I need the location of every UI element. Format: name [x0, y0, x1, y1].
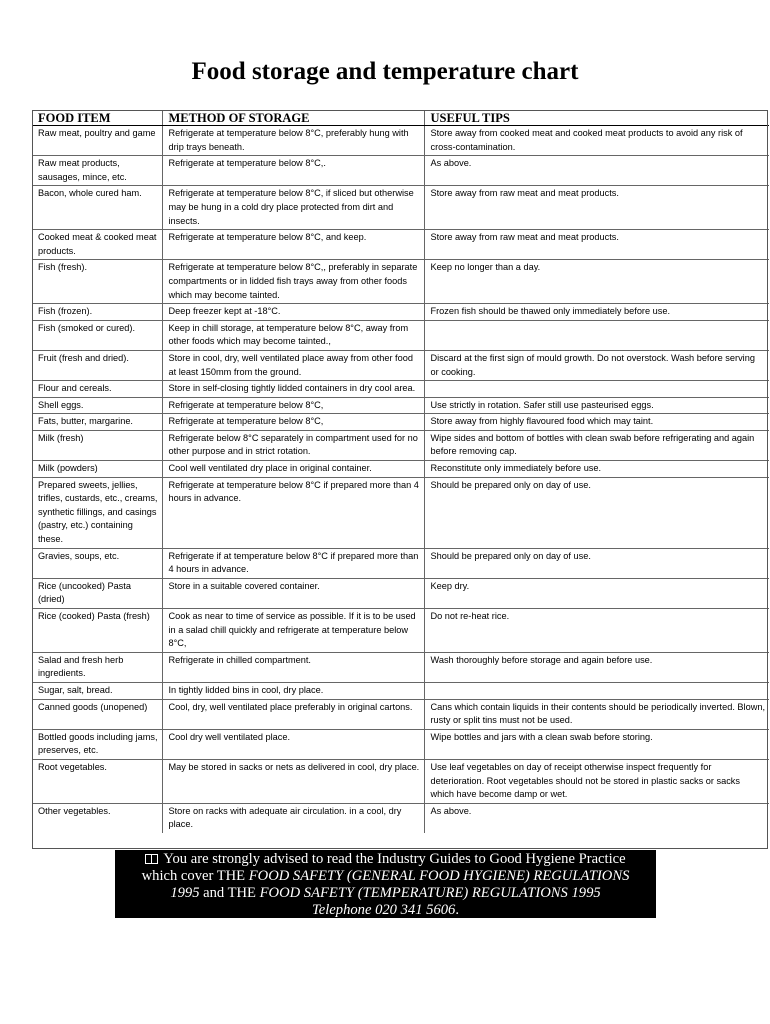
table-row [32, 548, 769, 578]
useful-tip-cell: Wipe sides and bottom of bottles with clean swab before refrigerating and again before removing cap. [424, 430, 769, 460]
storage-method-cell: Store in self-closing tightly lidded containers in dry cool area. [162, 381, 424, 398]
food-item-cell: Gravies, soups, etc. [32, 548, 162, 578]
useful-tip-cell: As above. [424, 803, 769, 833]
table-row [32, 759, 769, 803]
storage-method-cell: Deep freezer kept at -18°C. [162, 304, 424, 321]
header-method: METHOD OF STORAGE [162, 110, 424, 126]
storage-method-cell: Refrigerate at temperature below 8°C,, preferably in separate compartments or in lidded fish trays away from other foods which may become tainted. [162, 260, 424, 304]
useful-tip-cell: Wash thoroughly before storage and again before use. [424, 652, 769, 682]
table-row [32, 260, 769, 304]
table-row [32, 682, 769, 699]
useful-tip-cell: Discard at the first sign of mould growth. Do not overstock. Wash before serving or cooking. [424, 350, 769, 380]
useful-tip-cell [424, 682, 769, 699]
table-header-row [32, 110, 769, 126]
table-row [32, 477, 769, 548]
table-row [32, 397, 769, 414]
useful-tip-cell: Keep dry. [424, 578, 769, 608]
storage-method-cell: Cook as near to time of service as possible. If it is to be used in a salad chill quickly and refrigerate at temperature below 8°C, [162, 609, 424, 653]
storage-method-cell: Cool dry well ventilated place. [162, 729, 424, 759]
useful-tip-cell [424, 381, 769, 398]
useful-tip-cell: Do not re-heat rice. [424, 609, 769, 653]
food-item-cell: Fats, butter, margarine. [32, 414, 162, 431]
useful-tip-cell: As above. [424, 156, 769, 186]
useful-tip-cell: Wipe bottles and jars with a clean swab before storing. [424, 729, 769, 759]
table-row [32, 652, 769, 682]
notice-line-2-plain: which cover THE [141, 868, 249, 884]
notice-line-2 [115, 868, 656, 885]
storage-method-cell: Cool well ventilated dry place in original container. [162, 461, 424, 478]
food-item-cell: Shell eggs. [32, 397, 162, 414]
storage-method-cell: Refrigerate at temperature below 8°C,. [162, 156, 424, 186]
storage-method-cell: Refrigerate below 8°C separately in compartment used for no other purpose and in strict rotation. [162, 430, 424, 460]
storage-method-cell: Refrigerate in chilled compartment. [162, 652, 424, 682]
food-item-cell: Milk (fresh) [32, 430, 162, 460]
useful-tip-cell: Use leaf vegetables on day of receipt otherwise inspect frequently for deterioration. Root vegetables should not be stored in plastic sacks or sacks which have become damp or wet. [424, 759, 769, 803]
useful-tip-cell: Use strictly in rotation. Safer still use pasteurised eggs. [424, 397, 769, 414]
storage-method-cell: Store in cool, dry, well ventilated place away from other food at least 150mm from the ground. [162, 350, 424, 380]
notice-telephone: Telephone 020 341 5606 [311, 902, 456, 918]
notice-line-4 [115, 902, 656, 919]
table-body [32, 126, 769, 833]
storage-method-cell: Refrigerate at temperature below 8°C if prepared more than 4 hours in advance. [162, 477, 424, 548]
table-row [32, 381, 769, 398]
storage-method-cell: Refrigerate at temperature below 8°C, [162, 414, 424, 431]
useful-tip-cell: Cans which contain liquids in their contents should be periodically inverted. Blown, rusty or split tins must not be used. [424, 699, 769, 729]
storage-method-cell: Store on racks with adequate air circulation. in a cool, dry place. [162, 803, 424, 833]
notice-regulation-1: FOOD SAFETY (GENERAL FOOD HYGIENE) REGULATIONS [248, 868, 630, 884]
table-row [32, 699, 769, 729]
storage-method-cell: Refrigerate at temperature below 8°C, if sliced but otherwise may be hung in a cold dry place protected from dirt and insects. [162, 186, 424, 230]
table-row [32, 304, 769, 321]
table-row [32, 729, 769, 759]
table-row [32, 578, 769, 608]
food-item-cell: Bacon, whole cured ham. [32, 186, 162, 230]
storage-table [32, 110, 769, 833]
useful-tip-cell [424, 320, 769, 350]
useful-tip-cell: Keep no longer than a day. [424, 260, 769, 304]
food-item-cell: Bottled goods including jams, preserves, etc. [32, 729, 162, 759]
food-item-cell: Fish (frozen). [32, 304, 162, 321]
storage-method-cell: Cool, dry, well ventilated place preferably in original cartons. [162, 699, 424, 729]
useful-tip-cell: Store away from raw meat and meat products. [424, 186, 769, 230]
notice-regulation-2: FOOD SAFETY (TEMPERATURE) REGULATIONS 1995 [259, 885, 601, 901]
header-food-item: FOOD ITEM [32, 110, 162, 126]
storage-method-cell: Refrigerate at temperature below 8°C, and keep. [162, 230, 424, 260]
useful-tip-cell: Store away from cooked meat and cooked meat products to avoid any risk of cross-contamination. [424, 126, 769, 156]
notice-line-3-plain: and THE [199, 885, 260, 901]
table-row [32, 156, 769, 186]
food-item-cell: Rice (cooked) Pasta (fresh) [32, 609, 162, 653]
page-title: Food storage and temperature chart [191, 58, 579, 85]
table-row [32, 414, 769, 431]
useful-tip-cell: Store away from raw meat and meat products. [424, 230, 769, 260]
table-row [32, 430, 769, 460]
table-row [32, 803, 769, 833]
food-item-cell: Sugar, salt, bread. [32, 682, 162, 699]
storage-method-cell: Refrigerate at temperature below 8°C, [162, 397, 424, 414]
useful-tip-cell: Should be prepared only on day of use. [424, 548, 769, 578]
notice-telephone-suffix: . [455, 902, 460, 918]
table-row [32, 230, 769, 260]
table-row [32, 609, 769, 653]
notice-line-3 [115, 885, 656, 902]
food-item-cell: Root vegetables. [32, 759, 162, 803]
storage-method-cell: In tightly lidded bins in cool, dry place. [162, 682, 424, 699]
table-row [32, 461, 769, 478]
regulations-notice [115, 850, 656, 918]
food-item-cell: Salad and fresh herb ingredients. [32, 652, 162, 682]
food-item-cell: Prepared sweets, jellies, trifles, custards, etc., creams, synthetic fillings, and casings (pastry, etc.) containing these. [32, 477, 162, 548]
notice-line-1-text: You are strongly advised to read the Industry Guides to Good Hygiene Practice [163, 851, 626, 867]
storage-method-cell: Store in a suitable covered container. [162, 578, 424, 608]
table-row [32, 350, 769, 380]
table-row [32, 186, 769, 230]
table-row [32, 126, 769, 156]
food-item-cell: Raw meat, poultry and game [32, 126, 162, 156]
food-item-cell: Other vegetables. [32, 803, 162, 833]
table-row [32, 320, 769, 350]
useful-tip-cell: Should be prepared only on day of use. [424, 477, 769, 548]
food-item-cell: Fruit (fresh and dried). [32, 350, 162, 380]
book-icon [145, 854, 158, 864]
useful-tip-cell: Frozen fish should be thawed only immediately before use. [424, 304, 769, 321]
useful-tip-cell: Reconstitute only immediately before use. [424, 461, 769, 478]
useful-tip-cell: Store away from highly flavoured food which may taint. [424, 414, 769, 431]
food-item-cell: Fish (fresh). [32, 260, 162, 304]
food-item-cell: Fish (smoked or cured). [32, 320, 162, 350]
food-item-cell: Cooked meat & cooked meat products. [32, 230, 162, 260]
header-tips: USEFUL TIPS [424, 110, 769, 126]
notice-line-1 [115, 851, 656, 868]
notice-year: 1995 [170, 885, 200, 901]
storage-method-cell: Keep in chill storage, at temperature below 8°C, away from other foods which may become tainted., [162, 320, 424, 350]
food-item-cell: Milk (powders) [32, 461, 162, 478]
storage-method-cell: Refrigerate if at temperature below 8°C if prepared more than 4 hours in advance. [162, 548, 424, 578]
storage-method-cell: Refrigerate at temperature below 8°C, preferably hung with drip trays beneath. [162, 126, 424, 156]
food-item-cell: Flour and cereals. [32, 381, 162, 398]
food-item-cell: Rice (uncooked) Pasta (dried) [32, 578, 162, 608]
storage-method-cell: May be stored in sacks or nets as delivered in cool, dry place. [162, 759, 424, 803]
food-item-cell: Raw meat products, sausages, mince, etc. [32, 156, 162, 186]
food-item-cell: Canned goods (unopened) [32, 699, 162, 729]
